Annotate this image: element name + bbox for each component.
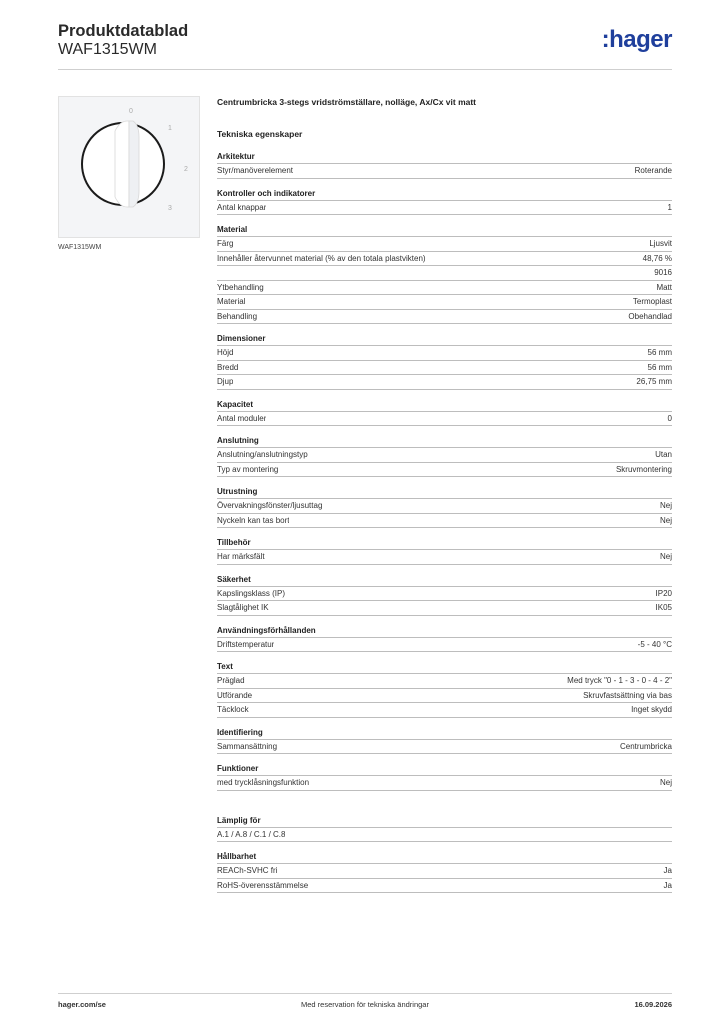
spec-key: Utförande <box>217 690 253 700</box>
spec-value: Utan <box>655 450 672 459</box>
spec-value: Ljusvit <box>649 239 672 248</box>
spec-section <box>217 151 672 179</box>
spec-key: Behandling <box>217 311 258 321</box>
spec-row <box>217 448 672 463</box>
section-heading: Dimensioner <box>217 333 672 346</box>
spec-key: Typ av montering <box>217 464 279 474</box>
spec-key: Täcklock <box>217 705 249 714</box>
section-heading: Funktioner <box>217 763 672 776</box>
spec-row <box>217 412 672 427</box>
spec-value: 9016 <box>654 268 672 277</box>
spec-value: Termoplast <box>632 297 672 306</box>
spec-row <box>217 587 672 602</box>
spec-row <box>217 201 672 216</box>
spec-key: Övervakningsfönster/ljusuttag <box>217 501 323 510</box>
section-heading: Arkitektur <box>217 151 672 164</box>
section-heading: Material <box>217 224 672 237</box>
spec-section <box>217 727 672 755</box>
spec-key: Slagtålighet IK <box>217 603 269 612</box>
spec-key: Driftstemperatur <box>217 639 275 649</box>
section-heading: Utrustning <box>217 486 672 499</box>
spec-key: Präglad <box>217 676 245 685</box>
section-heading: Text <box>217 661 672 674</box>
spec-value: Nej <box>659 515 672 525</box>
spec-value: Nej <box>659 778 672 787</box>
spec-key: Anslutning/anslutningstyp <box>217 450 308 459</box>
spec-value: Ja <box>663 880 672 890</box>
spec-section <box>217 763 672 791</box>
spec-value: 56 mm <box>647 362 672 372</box>
spec-key: Höjd <box>217 348 234 357</box>
spec-row <box>217 346 672 361</box>
spec-value: Med tryck "0 - 1 - 3 - 0 - 4 - 2" <box>567 676 672 685</box>
spec-key: Ytbehandling <box>217 282 264 292</box>
spec-value: 0 <box>667 413 672 423</box>
dial-label-1: 1 <box>168 125 172 132</box>
spec-row <box>217 864 672 879</box>
spec-value: IP20 <box>655 588 672 598</box>
spec-section <box>217 188 672 216</box>
spec-row <box>217 237 672 252</box>
spec-value: Nej <box>659 552 672 561</box>
spec-row <box>217 295 672 310</box>
spec-key: Sammansättning <box>217 741 278 751</box>
product-title: Centrumbricka 3-stegs vridströmställare, nolläge, Ax/Cx vit matt <box>217 97 477 107</box>
spec-row <box>217 361 672 376</box>
product-image <box>58 96 200 238</box>
spec-section <box>217 851 672 893</box>
spec-value <box>666 828 672 842</box>
spec-section <box>217 486 672 528</box>
spec-content <box>217 96 672 893</box>
section-heading: Användningsförhållanden <box>217 625 672 638</box>
knob-handle <box>115 121 129 207</box>
document-type: Produktdatablad <box>58 22 189 40</box>
spec-value: Roterande <box>634 166 672 175</box>
dial-label-3: 3 <box>168 205 172 212</box>
spec-row <box>217 550 672 565</box>
spec-value: 48,76 % <box>642 253 672 263</box>
section-heading: Hållbarhet <box>217 851 672 864</box>
spec-row <box>217 375 672 390</box>
spec-row <box>217 828 672 843</box>
spec-value: Ja <box>663 866 672 875</box>
hager-logo: :hager <box>601 26 672 53</box>
section-heading: Tillbehör <box>217 537 672 550</box>
spec-key: med trycklåsningsfunktion <box>217 778 310 787</box>
spec-key: Har märksfält <box>217 552 265 561</box>
spec-section <box>217 333 672 390</box>
spec-row <box>217 674 672 689</box>
spec-value: 1 <box>667 202 672 212</box>
dial-label-2: 2 <box>184 166 188 173</box>
spec-key: Innehåller återvunnet material (% av den totala plastvikten) <box>217 253 426 263</box>
image-caption: WAF1315WM <box>58 244 102 251</box>
spec-key: Antal moduler <box>217 413 267 423</box>
spec-key: RoHS-överensstämmelse <box>217 880 309 890</box>
product-code: WAF1315WM <box>58 41 157 58</box>
spec-row <box>217 310 672 325</box>
spec-value: Obehandlad <box>628 311 672 321</box>
spec-value: 26,75 mm <box>636 377 672 386</box>
spec-value: Matt <box>656 282 672 292</box>
knob-handle-shade <box>129 121 139 207</box>
rotary-switch-illustration <box>59 97 199 237</box>
spec-value: 56 mm <box>647 348 672 357</box>
page-footer <box>58 993 672 1013</box>
spec-row <box>217 689 672 704</box>
spec-value: Skruvmontering <box>615 464 672 474</box>
spec-section <box>217 661 672 718</box>
spec-value: -5 - 40 °C <box>637 639 672 649</box>
spec-key: A.1 / A.8 / C.1 / C.8 <box>217 829 286 839</box>
spec-row <box>217 601 672 616</box>
spec-value: Skruvfastsättning via bas <box>583 690 672 700</box>
section-heading: Kontroller och indikatorer <box>217 188 672 201</box>
spec-row <box>217 514 672 529</box>
spec-section <box>217 224 672 324</box>
spec-key: Antal knappar <box>217 202 267 212</box>
spec-section <box>217 625 672 653</box>
spec-row <box>217 879 672 894</box>
spec-key: Djup <box>217 377 234 386</box>
section-heading: Lämplig för <box>217 815 672 828</box>
spec-value: Nej <box>659 501 672 510</box>
spec-key: Styr/manöverelement <box>217 166 294 175</box>
section-heading: Kapacitet <box>217 399 672 412</box>
footer-disclaimer: Med reservation för tekniska ändringar <box>301 1000 429 1009</box>
footer-date: 16.09.2026 <box>634 1000 672 1009</box>
spec-value: Centrumbricka <box>619 741 672 751</box>
spec-row <box>217 266 672 281</box>
spec-key: Färg <box>217 239 234 248</box>
spec-section <box>217 815 672 843</box>
spec-row <box>217 252 672 267</box>
spec-key: Material <box>217 297 246 306</box>
spec-row <box>217 499 672 514</box>
spec-row <box>217 776 672 791</box>
page-header <box>58 22 672 70</box>
footer-website: hager.com/se <box>58 1000 106 1009</box>
spec-row <box>217 740 672 755</box>
spec-key: Nyckeln kan tas bort <box>217 515 290 525</box>
spec-key: REACh-SVHC fri <box>217 866 278 875</box>
spec-section <box>217 537 672 565</box>
tech-specs-title: Tekniska egenskaper <box>217 129 303 139</box>
spec-value: IK05 <box>655 603 672 612</box>
dial-label-0: 0 <box>129 108 133 115</box>
spec-row <box>217 164 672 179</box>
spec-section <box>217 399 672 427</box>
spec-value: Inget skydd <box>631 705 672 714</box>
spec-row <box>217 638 672 653</box>
spec-row <box>217 281 672 296</box>
spec-key: Bredd <box>217 362 239 372</box>
spec-section <box>217 435 672 477</box>
section-heading: Identifiering <box>217 727 672 740</box>
spec-row <box>217 703 672 718</box>
spec-key: Kapslingsklass (IP) <box>217 588 286 598</box>
spec-sections <box>217 151 672 893</box>
section-heading: Säkerhet <box>217 574 672 587</box>
spec-row <box>217 463 672 478</box>
section-heading: Anslutning <box>217 435 672 448</box>
spec-section <box>217 574 672 616</box>
